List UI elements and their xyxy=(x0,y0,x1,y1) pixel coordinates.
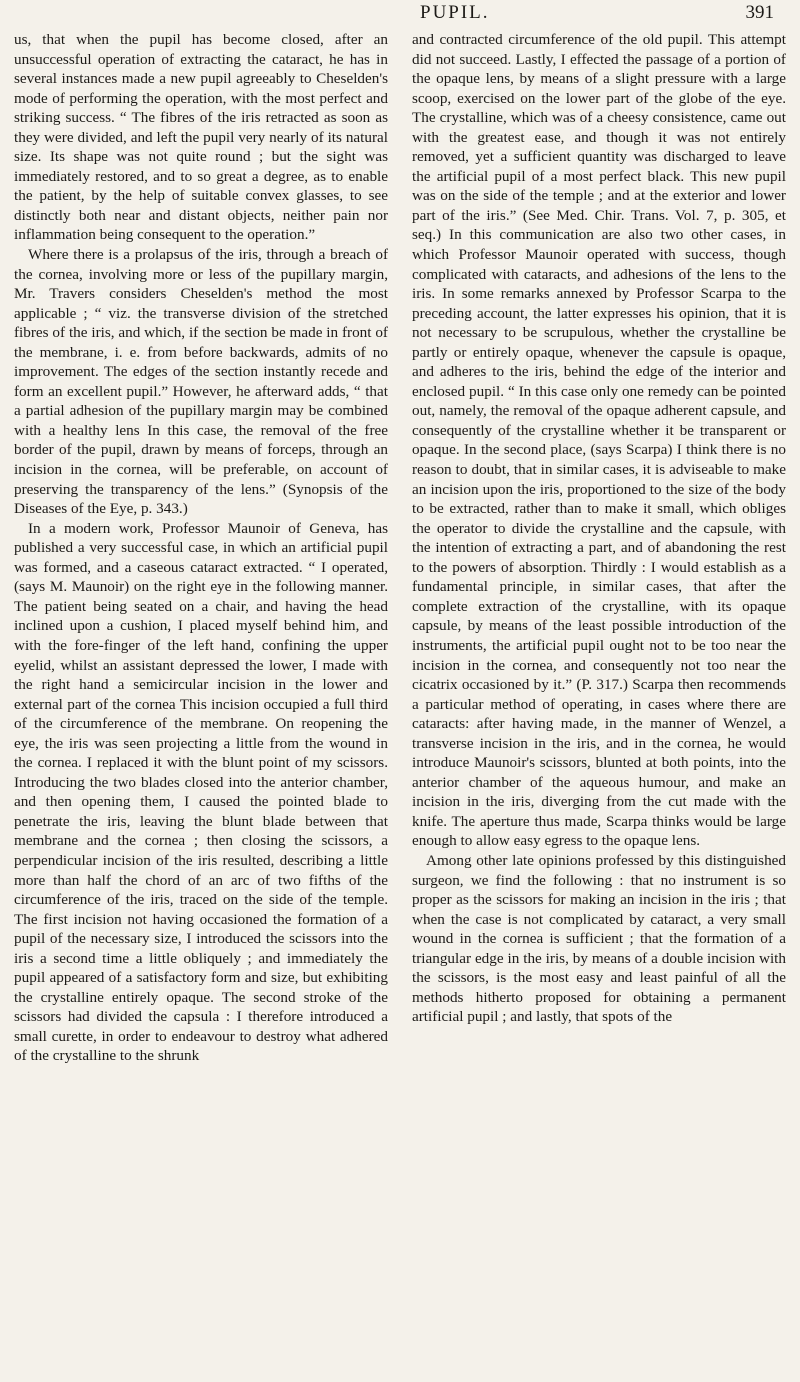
page-number: 391 xyxy=(745,2,774,23)
page-header xyxy=(0,2,800,30)
paragraph: Among other late opinions professed by this distinguished surgeon, we find the following : that no instrument is so proper as the scissors for making an incision in the iris ; that when the case is not complicated by cataract, a very small wound in the cornea is sufficient ; that the formation of a triangular edge in the iris, by means of a double incision with the scissors, is the most easy and least painful of all the methods hitherto proposed for obtaining a permanent artificial pupil ; and lastly, that spots of the xyxy=(412,851,786,1026)
paragraph: and contracted circumference of the old pupil. This attempt did not succeed. Lastly, I effected the passage of a portion of the opaque lens, by means of a slight pressure with a large scoop, exercised on the lower part of the globe of the eye. The crystalline, which was of a cheesy consistence, came out with the greatest ease, and though it was not entirely removed, yet a sufficient quantity was discharged to leave the artificial pupil of a most perfect black. This new pupil was on the side of the temple ; and at the exterior and lower part of the iris.” (See Med. Chir. Trans. Vol. 7, p. 305, et seq.) In this communication are also two other cases, in which Professor Maunoir operated with success, though complicated with cataracts, and adhesions of the lens to the iris. In some remarks annexed by Professor Scarpa to the preceding account, the latter expresses his opinion, that it is not necessary to be scrupulous, whether the crystalline be partly or entirely opaque, whenever the capsule is opaque, and adheres to the iris, behind the edge of the interior and enclosed pupil. “ In this case only one remedy can be pointed out, namely, the removal of the opaque adherent capsule, and consequently of the crystalline whether it be transparent or opaque. In the second place, (says Scarpa) I think there is no reason to doubt, that in similar cases, it is adviseable to make an incision upon the iris, proportioned to the size of the body to be extracted, rather than to make it small, which obliges the operator to divide the crystalline and the capsule, with the intention of extracting a part, and of abandoning the rest to the powers of absorption. Thirdly : I would establish as a fundamental principle, in similar cases, that after the complete extraction of the crystalline, with its opaque capsule, by means of the least possible introduction of the instruments, the artificial pupil ought not to be too near the incision in the cornea, and consequently not too near the cicatrix occasioned by it.” (P. 317.) Scarpa then recommends a particular method of operating, in cases where there are cataracts: after having made, in the manner of Wenzel, a transverse incision in the iris, and in the cornea, he would introduce Maunoir's scissors, blunted at both points, into the anterior chamber of the aqueous humour, and make an incision in the iris, diverging from the cut made with the knife. The aperture thus made, Scarpa thinks would be large enough to allow easy egress to the opaque lens. xyxy=(412,31,786,850)
paragraph: In a modern work, Professor Maunoir of Geneva, has published a very successful case, in which an artificial pupil was formed, and a caseous cataract extracted. “ I operated, (says M. Maunoir) on the right eye in the following manner. The patient being seated on a chair, and having the head inclined upon a cushion, I placed myself behind him, and with the fore-finger of the left hand, confining the upper eyelid, whilst an assistant depressed the lower, I made with the right hand a semicircular incision in the lower and external part of the cornea This incision occupied a full third of the circumference of the membrane. On reopening the eye, the iris was seen projecting a little from the wound in the cornea. I replaced it with the blunt point of my scissors. Introducing the two blades closed into the anterior chamber, and then opening them, I caused the pointed blade to penetrate the iris, leaving the blunt blade between that membrane and the cornea ; then closing the scissors, a perpendicular incision of the iris resulted, describing a little more than half the chord of an arc of two fifths of the circumference of the iris, traced on the side of the temple. The first incision not having occasioned the formation of a pupil of the necessary size, I introduced the scissors into the iris a second time a little obliquely ; and immediately the pupil appeared of a satisfactory form and size, but exhibiting the crystalline entirely opaque. The second stroke of the scissors had divided the capsula : I therefore introduced a small curette, in order to endeavour to destroy what adhered of the crystalline to the shrunk xyxy=(14,519,388,1065)
paragraph: us, that when the pupil has become closed, after an unsuccessful operation of extracting the cataract, he has in several instances made a new pupil agreeably to Cheselden's mode of performing the operation, with the most perfect and striking success. “ The fibres of the iris retracted as soon as they were divided, and left the pupil very nearly of its natural size. Its shape was not quite round ; but the sight was immediately restored, and to so great a degree, as to enable the patient, by the help of suitable convex glasses, to see distinctly both near and distant objects, neither pain nor inflammation being consequent to the operation.” xyxy=(14,31,388,244)
right-column xyxy=(412,30,786,1375)
left-column xyxy=(14,30,388,1375)
running-head: PUPIL. xyxy=(420,2,490,23)
paragraph: Where there is a prolapsus of the iris, through a breach of the cornea, involving more or less of the pupillary margin, Mr. Travers considers Cheselden's method the most applicable ; “ viz. the transverse division of the stretched fibres of the iris, and which, if the section be made in front of the membrane, i. e. from before backwards, admits of no improvement. The edges of the section instantly recede and form an excellent pupil.” However, he afterward adds, “ that a partial adhesion of the pupillary margin may be combined with a healthy lens In this case, the removal of the free border of the pupil, drawn by means of forceps, through an incision in the cornea, will be preferable, on account of preserving the transparency of the lens.” (Synopsis of the Diseases of the Eye, p. 343.) xyxy=(14,246,388,518)
